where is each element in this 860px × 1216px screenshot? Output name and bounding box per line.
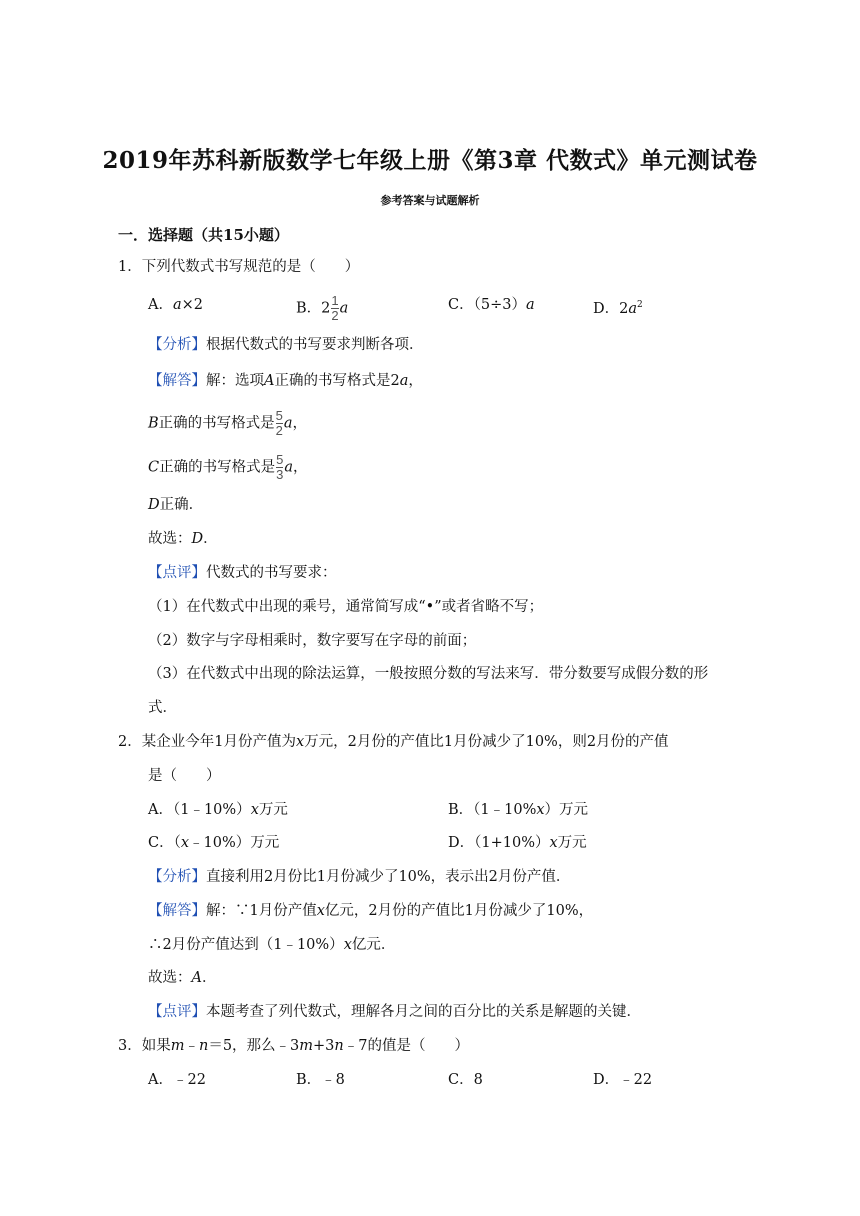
- q3-stem: 3．如果m﹣n＝5，那么﹣3m+3n﹣7的值是（ ）: [118, 1038, 469, 1054]
- section-heading: 一．选择题（共15小题）: [118, 226, 289, 244]
- q1-rule-2: （2）数字与字母相乘时，数字要写在字母的前面；: [148, 633, 477, 649]
- fraction: $\frac{5}{2}$: [275, 408, 283, 438]
- page-subtitle: 参考答案与试题解析: [380, 194, 480, 207]
- q2-stem: 2．某企业今年1月份产值为x万元，2月份的产值比1月份减少了10%，则2月份的产值: [118, 734, 669, 750]
- q3-option-a: A．﹣22: [148, 1072, 206, 1088]
- q2-stem-cont: 是（ ）: [148, 768, 221, 784]
- fraction: $\frac{5}{3}$: [276, 452, 284, 482]
- fraction: $\frac{1}{2}$: [331, 293, 339, 323]
- q1-choice: 故选：D．: [148, 531, 218, 547]
- q1-solution: 【解答】解：选项A正确的书写格式是2a，: [148, 373, 423, 389]
- q1-comment: 【点评】代数式的书写要求：: [148, 565, 337, 581]
- q2-option-d: D．（1+10%）x万元: [448, 835, 587, 851]
- q1-option-a: A．a×2: [148, 297, 204, 313]
- q2-choice: 故选：A．: [148, 970, 217, 986]
- q3-option-c: C．8: [448, 1072, 483, 1088]
- q3-option-b: B．﹣8: [296, 1072, 345, 1088]
- q1-option-d: D．$2a^2$: [593, 300, 643, 317]
- q1-solution-d: D正确．: [148, 497, 204, 513]
- q2-solution-2: ∴2月份产值达到（1﹣10%）x亿元．: [148, 937, 396, 953]
- q2-comment: 【点评】本题考查了列代数式，理解各月之间的百分比的关系是解题的关键．: [148, 1004, 641, 1020]
- q2-solution: 【解答】解：∵1月份产值x亿元，2月份的产值比1月份减少了10%，: [148, 903, 594, 919]
- q2-option-c: C．（x﹣10%）万元: [148, 835, 280, 851]
- q2-analysis: 【分析】直接利用2月份比1月份减少了10%，表示出2月份产值．: [148, 869, 571, 885]
- q3-option-d: D．﹣22: [593, 1072, 653, 1088]
- q1-rule-3: （3）在代数式中出现的除法运算，一般按照分数的写法来写．带分数要写成假分数的形: [148, 666, 709, 682]
- q1-analysis: 【分析】根据代数式的书写要求判断各项．: [148, 337, 424, 353]
- q1-rule-1: （1）在代数式中出现的乘号，通常简写成“•”或者省略不写；: [148, 599, 544, 615]
- q1-solution-c: C正确的书写格式是 $\frac{5}{3}$ a，: [148, 452, 308, 482]
- q1-rule-3-cont: 式．: [148, 700, 177, 716]
- page-title: 2019年苏科新版数学七年级上册《第3章 代数式》单元测试卷: [102, 147, 758, 174]
- q1-option-c: C．（5÷3）a: [448, 297, 535, 313]
- q1-stem: 1．下列代数式书写规范的是（ ）: [118, 259, 360, 275]
- q1-option-b: B．2 $\frac{1}{2}$ a: [296, 293, 349, 323]
- q2-option-b: B．（1﹣10%x）万元: [448, 802, 589, 818]
- q2-option-a: A．（1﹣10%）x万元: [148, 802, 288, 818]
- q1-solution-b: B正确的书写格式是 $\frac{5}{2}$ a，: [148, 408, 308, 438]
